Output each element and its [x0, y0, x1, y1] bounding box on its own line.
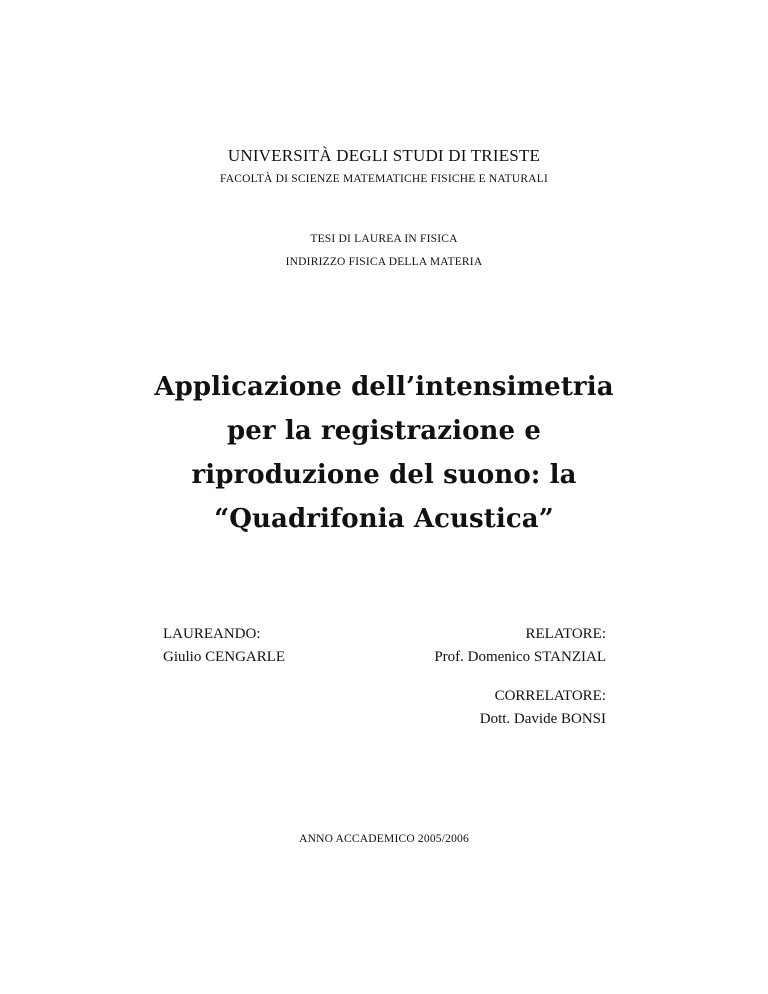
thesis-title: [0, 365, 768, 541]
title-line-1: Applicazione dell’intensimetria: [154, 372, 614, 402]
supervisor-name: Prof. Domenico STANZIAL: [434, 649, 606, 665]
cosupervisor-name: Dott. Davide BONSI: [479, 711, 606, 727]
title-line-2: per la registrazione e: [227, 416, 541, 446]
student-block: [163, 623, 285, 669]
student-name: Giulio CENGARLE: [163, 649, 286, 665]
degree-address: INDIRIZZO FISICA DELLA MATERIA: [285, 256, 483, 268]
university-name: UNIVERSITÀ DEGLI STUDI DI TRIESTE: [227, 146, 541, 165]
thesis-type: TESI DI LAUREA IN FISICA: [310, 233, 458, 245]
supervisor-label: RELATORE:: [525, 626, 606, 642]
title-line-3: riproduzione del suono: la: [191, 460, 577, 490]
cosupervisor-label: CORRELATORE:: [494, 688, 606, 704]
academic-year: ANNO ACCADEMICO 2005/2006: [299, 833, 469, 845]
faculty-name: FACOLTÀ DI SCIENZE MATEMATICHE FISICHE E NATURALI: [220, 173, 548, 185]
title-line-4: “Quadrifonia Acustica”: [214, 504, 554, 534]
student-label: LAUREANDO:: [163, 626, 261, 642]
cosupervisor-block: [480, 685, 606, 731]
supervisor-block: [434, 623, 606, 669]
